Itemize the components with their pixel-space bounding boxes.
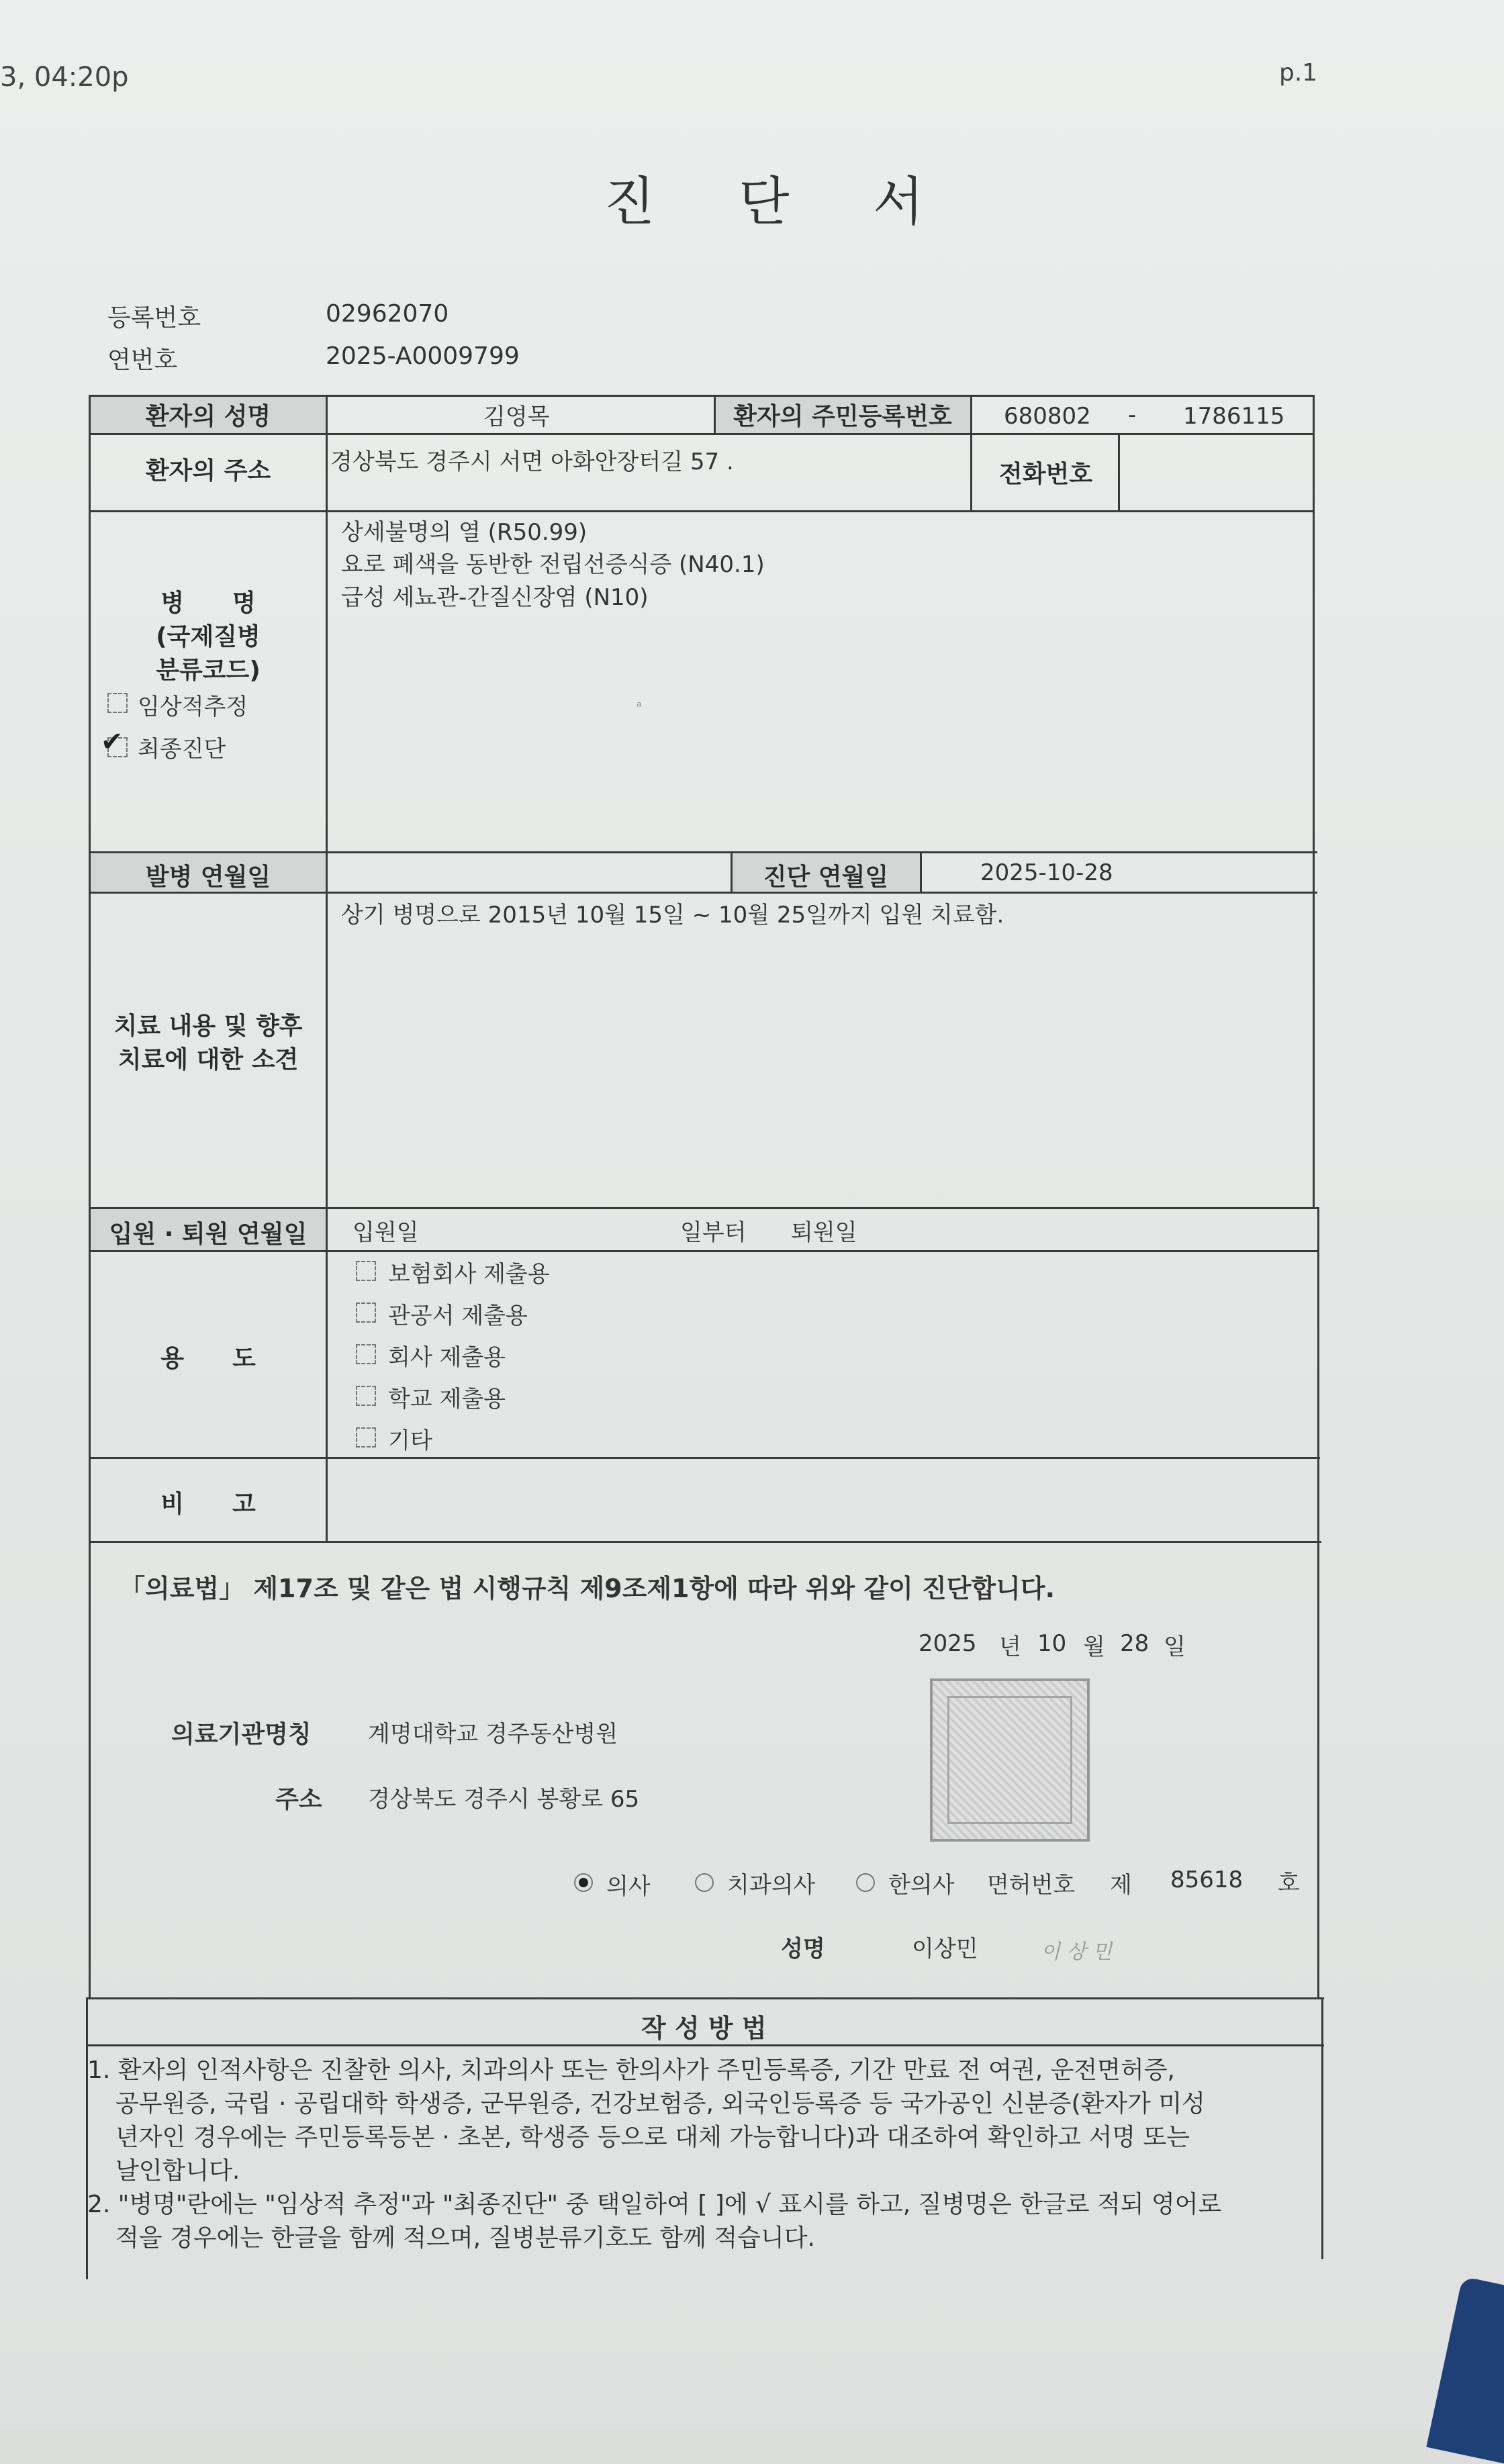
institution-name-label: 의료기관명칭 <box>171 1721 312 1748</box>
disease-item: 급성 세뇨관-간질신장염 (N10) <box>341 584 649 611</box>
purpose-option: 기타 <box>388 1427 432 1454</box>
issue-year: 2025 <box>919 1630 977 1657</box>
table-border-right <box>1313 395 1315 1207</box>
patient-rrn-label: 환자의 주민등록번호 <box>733 403 952 430</box>
declaration-text: 「의료법」 제17조 및 같은 법 시행규칙 제9조제1항에 따라 위와 같이 진단합니다. <box>120 1574 1055 1603</box>
instructions-title: 작 성 방 법 <box>641 2013 767 2043</box>
doctor-name-label: 성명 <box>781 1936 825 1962</box>
instruction-line: 적을 경우에는 한글을 함께 적으며, 질병분류기호도 함께 적습니다. <box>115 2224 815 2252</box>
table-border-top <box>89 395 1315 397</box>
issue-month-unit: 월 <box>1083 1633 1105 1660</box>
patient-name-label: 환자의 성명 <box>145 403 271 430</box>
row-line <box>89 1457 1320 1459</box>
disease-label-code: 분류코드) <box>156 657 261 684</box>
license-label: 면허번호 <box>987 1872 1076 1899</box>
doctor-type-radio-dentist[interactable] <box>695 1873 714 1892</box>
row-line <box>89 1541 1321 1543</box>
row-line <box>86 2044 1324 2046</box>
row-line <box>89 851 1317 853</box>
disease-item: 상세불명의 열 (R50.99) <box>341 519 588 546</box>
col-line <box>970 395 972 510</box>
admission-date-label: 입원일 <box>352 1219 419 1246</box>
admission-label: 입원 · 퇴원 연월일 <box>109 1221 308 1248</box>
patient-address: 경상북도 경주시 서면 아화안장터길 57 . <box>330 448 734 475</box>
doctor-type-radio-oriental[interactable] <box>856 1873 875 1892</box>
instruction-line: 2. "병명"란에는 "임상적 추정"과 "최종진단" 중 택일하여 [ ]에 √ 표시를 하고, 질병명은 한글로 적되 영어로 <box>87 2191 1222 2218</box>
stray-mark: ᵃ <box>637 698 642 714</box>
doctor-type-label: 의사 <box>606 1873 651 1900</box>
instruction-line: 1. 환자의 인적사항은 진찰한 의사, 치과의사 또는 한의사가 주민등록증, 기간 만료 전 여권, 운전면허증, <box>87 2056 1175 2084</box>
final-diagnosis-label: 최종진단 <box>138 736 226 763</box>
patient-rrn-dash: - <box>1128 401 1137 428</box>
license-number: 85618 <box>1170 1866 1243 1893</box>
diagnosis-date-value: 2025-10-28 <box>980 859 1113 886</box>
doctor-type-radio-physician[interactable] <box>574 1873 593 1892</box>
purpose-checkbox-school[interactable] <box>356 1386 376 1406</box>
page-number: p.1 <box>1279 59 1318 87</box>
treatment-text: 상기 병명으로 2015년 10월 15일 ~ 10월 25일까지 입원 치료함. <box>341 902 1004 929</box>
serial-label: 연번호 <box>107 346 178 374</box>
treatment-label: 치료 내용 및 향후 <box>113 1012 303 1040</box>
row-line <box>86 1997 1324 1999</box>
institution-address: 경상북도 경주시 봉황로 65 <box>368 1786 640 1813</box>
disease-item: 요로 폐색을 동반한 전립선증식증 (N40.1) <box>341 551 765 578</box>
doctor-name: 이상민 <box>912 1936 978 1962</box>
instruction-line: 날인합니다. <box>115 2157 240 2185</box>
purpose-checkbox-insurance[interactable] <box>356 1261 376 1281</box>
instruction-line: 공무원증, 국립 · 공립대학 학생증, 군무원증, 건강보험증, 외국인등록증 등 국가공인 신분증(환자가 미성 <box>115 2090 1205 2118</box>
issue-day: 28 <box>1120 1630 1149 1657</box>
purpose-option: 보험회사 제출용 <box>388 1261 550 1288</box>
purpose-checkbox-other[interactable] <box>356 1427 376 1448</box>
instructions-border-right <box>1321 1997 1323 2259</box>
clinical-estimate-checkbox[interactable] <box>107 693 128 713</box>
row-line <box>89 433 1315 435</box>
purpose-option: 회사 제출용 <box>388 1344 506 1371</box>
license-prefix: 제 <box>1110 1872 1132 1899</box>
row-line <box>89 510 1315 512</box>
disease-label-icd: (국제질병 <box>156 623 261 651</box>
label-column-line <box>326 395 328 1541</box>
institution-address-label: 주소 <box>275 1786 322 1813</box>
registration-label: 등록번호 <box>107 304 201 332</box>
purpose-checkbox-government[interactable] <box>356 1302 376 1323</box>
license-suffix: 호 <box>1278 1870 1300 1897</box>
diagnosis-date-label: 진단 연월일 <box>763 863 889 891</box>
treatment-label-opinion: 치료에 대한 소견 <box>117 1046 299 1074</box>
issue-month: 10 <box>1037 1630 1067 1657</box>
desk-object-corner <box>1426 2276 1504 2463</box>
admission-from-label: 일부터 <box>680 1219 747 1246</box>
patient-address-label: 환자의 주소 <box>145 457 271 485</box>
disease-label: 병 명 <box>160 589 256 617</box>
purpose-option: 학교 제출용 <box>388 1386 506 1413</box>
onset-date-label: 발병 연월일 <box>145 863 271 891</box>
patient-rrn-front: 680802 <box>1004 403 1091 430</box>
issue-day-unit: 일 <box>1164 1633 1186 1660</box>
doctor-type-label: 치과의사 <box>727 1872 816 1899</box>
row-line <box>89 1207 1319 1209</box>
hospital-seal-stamp <box>930 1678 1090 1842</box>
discharge-date-label: 퇴원일 <box>791 1219 857 1246</box>
doctor-signature: 이 상 민 <box>1041 1940 1113 1964</box>
document-title: 진 단 서 <box>604 172 957 232</box>
serial-number: 2025-A0009799 <box>326 342 520 370</box>
row-line <box>89 1250 1319 1252</box>
remarks-label: 비 고 <box>160 1490 256 1518</box>
clinical-estimate-label: 임상적추정 <box>138 694 248 720</box>
phone-label: 전화번호 <box>998 461 1093 488</box>
registration-number: 02962070 <box>326 300 449 328</box>
institution-name: 계명대학교 경주동산병원 <box>368 1721 618 1748</box>
patient-name: 김영목 <box>483 404 550 430</box>
purpose-option: 관공서 제출용 <box>388 1302 528 1329</box>
doctor-type-label: 한의사 <box>888 1872 955 1899</box>
table-border-right-lower <box>1317 1207 1319 1999</box>
check-mark-icon: ✔ <box>101 726 124 757</box>
print-timestamp: 3, 04:20p <box>0 62 129 93</box>
patient-rrn-back: 1786115 <box>1183 403 1285 430</box>
purpose-label: 용 도 <box>160 1345 256 1372</box>
instructions-border-left <box>86 1997 88 2279</box>
col-line <box>920 851 922 892</box>
purpose-checkbox-company[interactable] <box>356 1344 376 1364</box>
instruction-line: 년자인 경우에는 주민등록등본 · 초본, 학생증 등으로 대체 가능합니다)과 대조하여 확인하고 서명 또는 <box>115 2124 1190 2151</box>
col-line <box>1118 433 1120 510</box>
issue-year-unit: 년 <box>999 1633 1021 1660</box>
